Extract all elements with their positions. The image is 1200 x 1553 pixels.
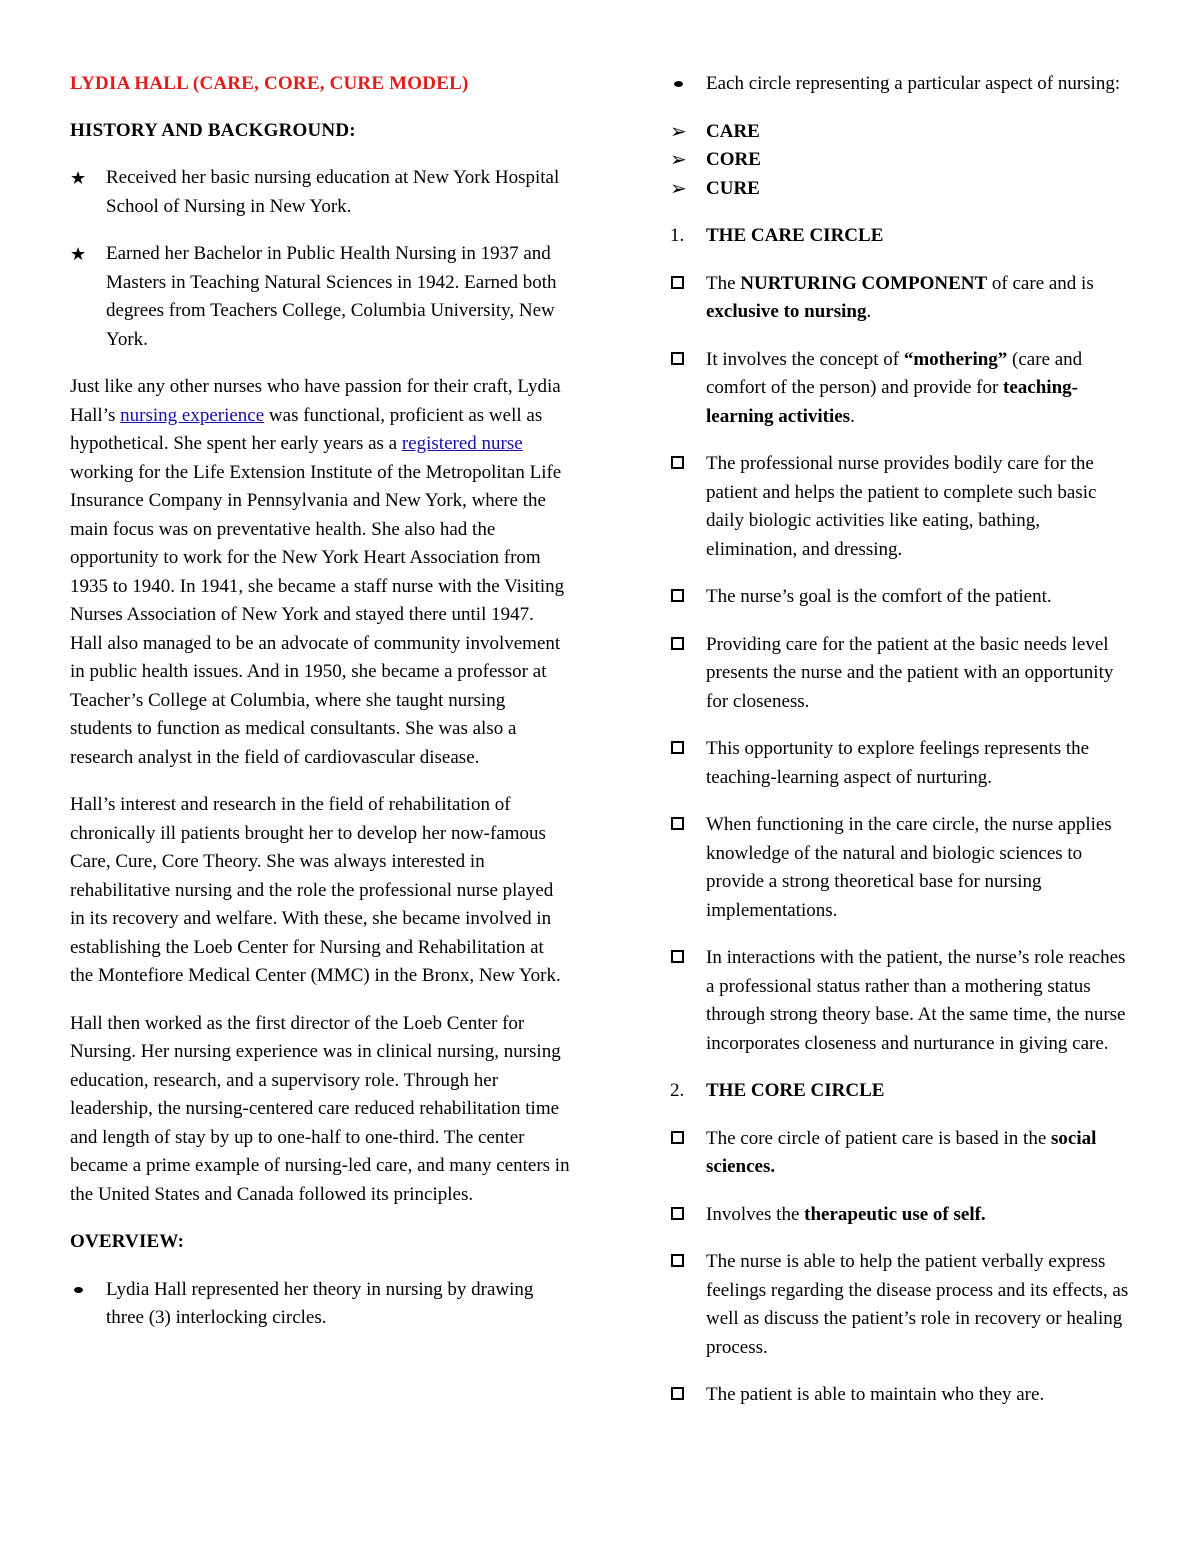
care-circle-heading: 1. THE CARE CIRCLE (670, 225, 884, 246)
list-item: The NURTURING COMPONENT of care and is exclusive to nursing. (670, 270, 1135, 327)
left-column (70, 70, 570, 1352)
registered-nurse-link[interactable]: registered nurse (401, 433, 523, 454)
checkbox-bullet-icon (671, 276, 684, 289)
list-item: ➢ CURE (670, 175, 1135, 204)
core-circle-heading: 2. THE CORE CIRCLE (670, 1080, 885, 1101)
arrow-bullet-icon: ➢ (670, 149, 687, 171)
list-item: The professional nurse provides bodily care for the patient and helps the patient to complete such basic daily biologic activities like eating, bathing, elimination, and dressing. (670, 450, 1135, 564)
list-item: Each circle representing a particular aspect of nursing: (670, 70, 1135, 99)
list-item: Providing care for the patient at the basic needs level presents the nurse and the patient with an opportunity for closeness. (670, 631, 1135, 717)
checkbox-bullet-icon (671, 817, 684, 830)
bullet-dot-icon (674, 81, 683, 87)
history-paragraph: Just like any other nurses who have passion for their craft, Lydia Hall’s nursing experience was functional, proficient as well as hypothetical. She spent her early years as a registered nurse working for the Life Extension Institute of the Metropolitan Life Insurance Company in Pennsylvania and New York, where the main focus was on preventative health. She also had the opportunity to work for the New York Heart Association from 1935 to 1940. In 1941, she became a staff nurse with the Visiting Nurses Association of New York and stayed there until 1947. Hall also managed to be an advocate of community involvement in public health issues. And in 1950, she became a professor at Teacher’s College at Columbia, where she taught nursing students to function as medical consultants. She was also a research analyst in the field of cardiovascular disease. (70, 376, 565, 768)
checkbox-bullet-icon (671, 352, 684, 365)
arrow-bullet-icon: ➢ (670, 120, 687, 143)
checkbox-bullet-icon (671, 589, 684, 602)
overview-heading: OVERVIEW: (70, 1231, 185, 1252)
star-bullet-icon: ★ (70, 244, 87, 264)
list-item: Involves the therapeutic use of self. (670, 1201, 1135, 1230)
list-item: This opportunity to explore feelings represents the teaching-learning aspect of nurturing. (670, 735, 1135, 792)
checkbox-bullet-icon (671, 637, 684, 650)
interest-paragraph: Hall’s interest and research in the field of rehabilitation of chronically ill patients brought her to develop her now-famous Care, Cure, Core Theory. She was always interested in rehabilitative nursing and the role the professional nurse played in its recovery and welfare. With these, she became involved in establishing the Loeb Center for Nursing and Rehabilitation at the Montefiore Medical Center (MMC) in the Bronx, New York. (70, 794, 561, 986)
list-item: It involves the concept of “mothering” (care and comfort of the person) and provide for teaching-learning activities. (670, 346, 1135, 432)
checkbox-bullet-icon (671, 1254, 684, 1267)
nursing-experience-link[interactable]: nursing experience (120, 404, 265, 426)
checkbox-bullet-icon (671, 1131, 684, 1144)
list-item: The nurse is able to help the patient verbally express feelings regarding the disease process and its effects, as well as discuss the patient’s role in recovery or healing process. (670, 1248, 1135, 1362)
star-bullet-icon: ★ (70, 168, 87, 188)
history-heading: HISTORY AND BACKGROUND: (70, 119, 356, 141)
aspect-list (670, 118, 1135, 204)
checkbox-bullet-icon (671, 1207, 684, 1220)
checkbox-bullet-icon (671, 1387, 684, 1400)
list-item: When functioning in the care circle, the nurse applies knowledge of the natural and biologic sciences to provide a strong theoretical base for nursing implementations. (670, 811, 1135, 925)
list-item: The patient is able to maintain who they are. (670, 1381, 1135, 1410)
list-item: The nurse’s goal is the comfort of the patient. (670, 583, 1135, 612)
list-item: ➢ CARE (670, 118, 1135, 147)
list-item: ➢ CORE (670, 146, 1135, 175)
arrow-bullet-icon: ➢ (670, 177, 687, 200)
list-item: ★ Earned her Bachelor in Public Health Nursing in 1937 and Masters in Teaching Natural Sciences in 1942. Earned both degrees from Teachers College, Columbia University, New York. (70, 240, 570, 354)
bullet-dot-icon (74, 1287, 83, 1293)
list-item: In interactions with the patient, the nurse’s role reaches a professional status rather than a mothering status through strong theory base. At the same time, the nurse incorporates closeness and nurturance in giving care. (670, 944, 1135, 1058)
checkbox-bullet-icon (671, 741, 684, 754)
checkbox-bullet-icon (671, 456, 684, 469)
list-item: ★ Received her basic nursing education at New York Hospital School of Nursing in New York. (70, 164, 570, 221)
right-column (670, 70, 1135, 1429)
document-title: LYDIA HALL (CARE, CORE, CURE MODEL) (70, 73, 469, 94)
checkbox-bullet-icon (671, 950, 684, 963)
list-item: The core circle of patient care is based in the social sciences. (670, 1125, 1135, 1182)
list-item: Lydia Hall represented her theory in nursing by drawing three (3) interlocking circles. (70, 1276, 570, 1333)
director-paragraph: Hall then worked as the first director of the Loeb Center for Nursing. Her nursing experience was in clinical nursing, nursing education, research, and a supervisory role. Through her leadership, the nursing-centered care reduced rehabilitation time and length of stay by up to one-half to one-third. The center became a prime example of nursing-led care, and many centers in the United States and Canada followed its principles. (70, 1012, 570, 1205)
